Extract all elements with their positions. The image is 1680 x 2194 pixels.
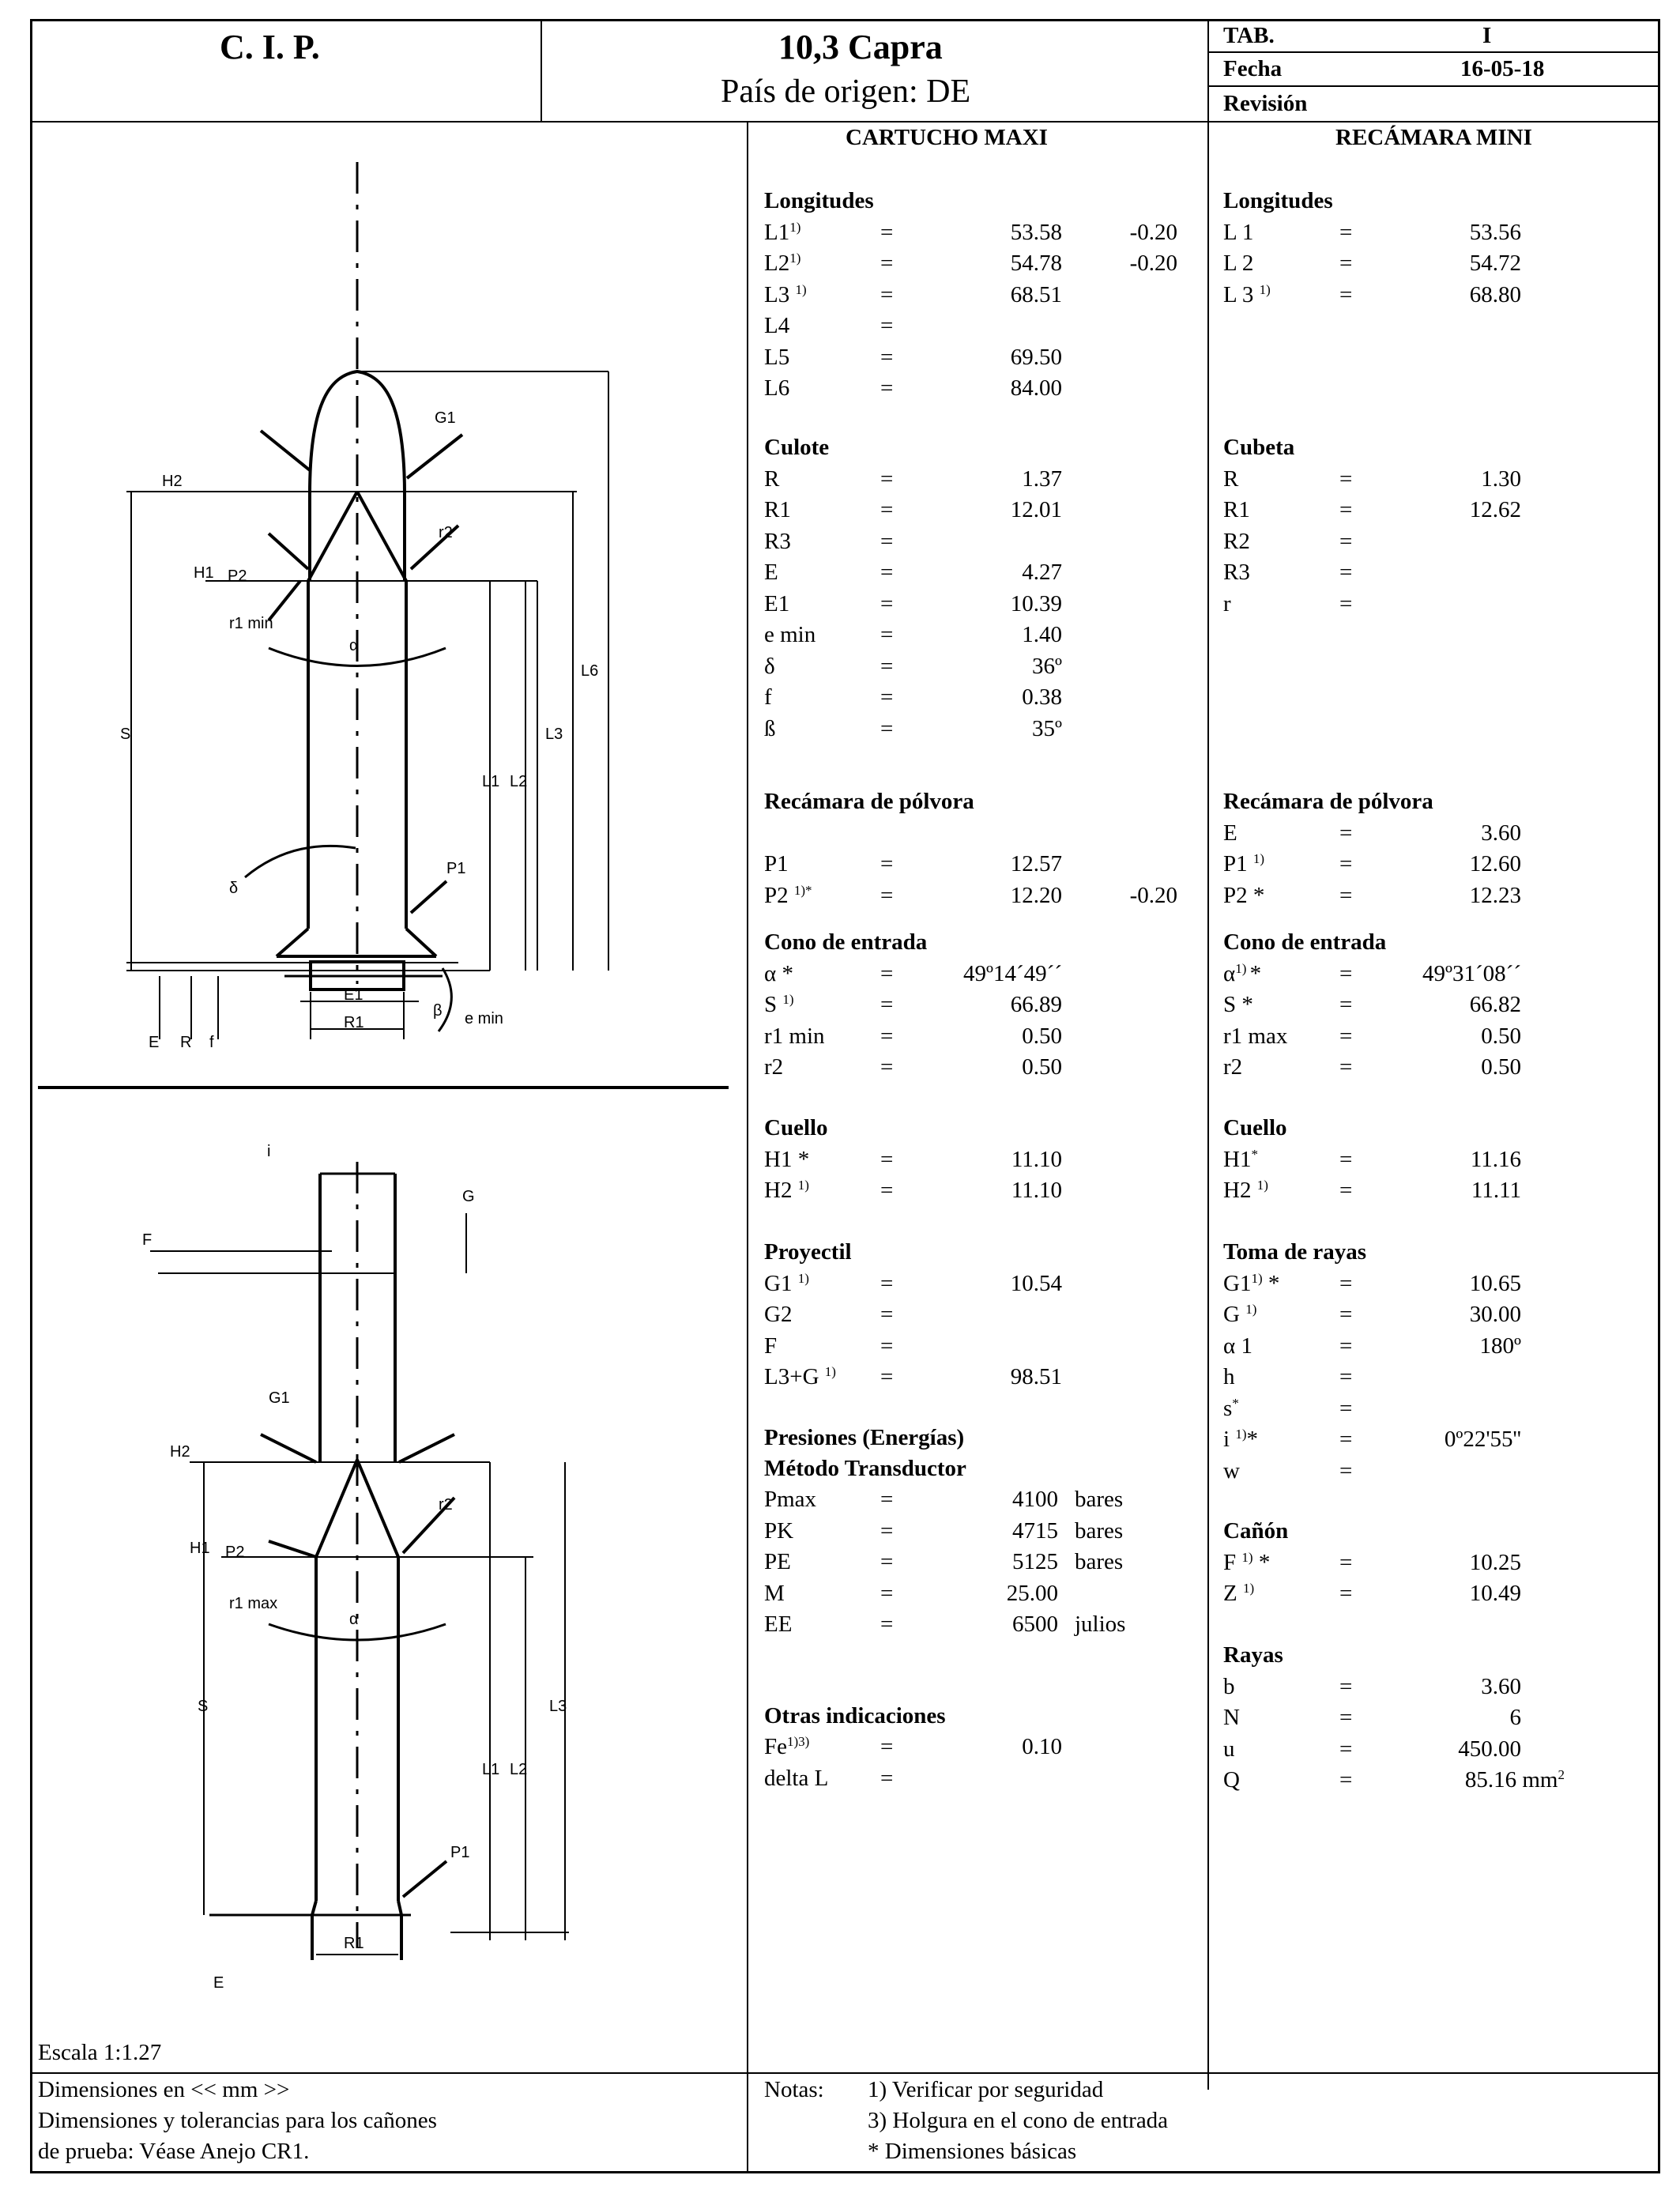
- label-l6: L6: [581, 662, 599, 680]
- equals-sign: =: [880, 281, 894, 307]
- section-title: Cañón: [1223, 1518, 1289, 1544]
- equals-sign: =: [1339, 851, 1353, 876]
- spec-value: 85.16 $mm^2$: [1464, 1767, 1565, 1793]
- label-r1-b: R1: [344, 1935, 364, 1952]
- equals-sign: =: [1339, 1581, 1353, 1606]
- section-title: Cono de entrada: [1223, 929, 1387, 955]
- section-title: Longitudes: [1223, 188, 1333, 213]
- equals-sign: =: [880, 1517, 894, 1544]
- spec-value: 53.56: [1469, 219, 1521, 245]
- spec-name: F: [764, 1333, 778, 1359]
- equals-sign: =: [1339, 1549, 1353, 1575]
- equals-sign: =: [1339, 466, 1353, 492]
- spec-value: 12.62: [1469, 497, 1521, 522]
- label-alpha-b: α: [349, 1611, 359, 1628]
- spec-name: u: [1223, 1736, 1235, 1762]
- label-p1: P1: [446, 860, 466, 877]
- pressure-value: 25.00: [1006, 1580, 1058, 1606]
- spec-value: 180º: [1479, 1333, 1521, 1359]
- tab-label: TAB.: [1223, 23, 1275, 48]
- pressure-unit: julios: [1075, 1612, 1126, 1637]
- spec-name: w: [1223, 1457, 1240, 1483]
- equals-sign: =: [880, 851, 894, 876]
- spec-value: 68.51: [1010, 281, 1062, 307]
- equals-sign: =: [1339, 882, 1353, 908]
- label-h1-b: H1: [190, 1540, 210, 1557]
- spec-value: 69.50: [1010, 344, 1062, 370]
- cartridge-title: CARTUCHO MAXI: [846, 125, 1048, 150]
- spec-name: G $^{1)}$: [1223, 1302, 1257, 1327]
- label-h2-b: H2: [170, 1443, 190, 1461]
- equals-sign: =: [880, 590, 894, 616]
- spec-value: 0.50: [1022, 1054, 1062, 1080]
- spec-value: 10.39: [1010, 590, 1062, 616]
- equals-sign: =: [1339, 1333, 1353, 1359]
- pressure-unit: bares: [1075, 1549, 1124, 1574]
- spec-name: α *: [764, 960, 793, 986]
- dims-line-3: de prueba: Véase Anejo CR1.: [38, 2139, 310, 2164]
- pressure-value: 4715: [1012, 1517, 1058, 1544]
- equals-sign: =: [880, 1580, 894, 1606]
- equals-sign: =: [880, 1765, 894, 1791]
- spec-name: R3: [764, 528, 791, 554]
- spec-value: 3.60: [1481, 820, 1521, 846]
- spec-name: H2 $^{1)}$: [764, 1178, 809, 1203]
- label-s-b: S: [198, 1698, 209, 1715]
- pressure-method: Método Transductor: [764, 1456, 966, 1481]
- equals-sign: =: [880, 1270, 894, 1296]
- label-r2: r2: [439, 524, 453, 541]
- equals-sign: =: [880, 1302, 894, 1327]
- spec-value: 36º: [1032, 653, 1062, 679]
- pressure-value: 6500: [1012, 1612, 1058, 1637]
- label-r2-b: r2: [439, 1496, 453, 1514]
- spec-value: 35º: [1032, 715, 1062, 741]
- label-p2: P2: [228, 567, 247, 585]
- equals-sign: =: [880, 1487, 894, 1512]
- scale-text: Escala 1:1.27: [38, 2040, 162, 2065]
- label-s: S: [120, 726, 131, 743]
- equals-sign: =: [1339, 590, 1353, 616]
- label-g1-b: G1: [269, 1389, 290, 1407]
- spec-name: H2 $^{1)}$: [1223, 1178, 1268, 1203]
- spec-value: 12.20: [1010, 882, 1062, 908]
- pressure-name: M: [764, 1580, 785, 1606]
- spec-value: 1.40: [1022, 622, 1062, 647]
- equals-sign: =: [1339, 1270, 1353, 1296]
- spec-value: 11.11: [1471, 1178, 1521, 1203]
- pressure-name: Pmax: [764, 1487, 817, 1512]
- section-title: Rayas: [1223, 1642, 1283, 1668]
- spec-value: 6: [1509, 1705, 1521, 1730]
- other-title: Otras indicaciones: [764, 1703, 946, 1728]
- equals-sign: =: [1339, 281, 1353, 307]
- spec-name: R1: [1223, 497, 1250, 522]
- equals-sign: =: [880, 1364, 894, 1389]
- spec-name: ß: [764, 715, 776, 741]
- spec-name: S $^{1)}$: [764, 992, 794, 1017]
- section-title: Cuello: [764, 1115, 828, 1140]
- spec-value: 3.60: [1481, 1673, 1521, 1699]
- equals-sign: =: [880, 1023, 894, 1049]
- label-e: E: [149, 1034, 160, 1051]
- equals-sign: =: [880, 560, 894, 585]
- label-alpha: α: [349, 637, 359, 654]
- equals-sign: =: [880, 466, 894, 492]
- pressure-unit: bares: [1075, 1517, 1124, 1544]
- spec-name: r: [1223, 590, 1231, 616]
- section-title: Recámara de pólvora: [764, 789, 974, 814]
- spec-name: H1 *: [764, 1146, 810, 1172]
- other-value: 0.10: [1022, 1734, 1062, 1759]
- spec-value: 49º31´08´´: [1422, 960, 1521, 986]
- label-p2-b: P2: [225, 1544, 245, 1561]
- spec-name: P1: [764, 851, 789, 876]
- label-emin: e min: [465, 1010, 503, 1027]
- equals-sign: =: [1339, 560, 1353, 585]
- spec-name: r2: [1223, 1054, 1243, 1080]
- note-3: 3) Holgura en el cono de entrada: [868, 2108, 1169, 2133]
- equals-sign: =: [880, 1333, 894, 1359]
- spec-name: Z $^{1)}$: [1223, 1581, 1255, 1606]
- technical-drawing: [32, 138, 727, 2035]
- date-label: Fecha: [1223, 56, 1283, 81]
- spec-name: L 2: [1223, 251, 1254, 276]
- spec-name: E: [764, 560, 778, 585]
- spec-name: L6: [764, 375, 790, 401]
- equals-sign: =: [1339, 1767, 1353, 1793]
- spec-name: N: [1223, 1705, 1240, 1730]
- spec-value: 49º14´49´´: [963, 960, 1062, 986]
- equals-sign: =: [880, 882, 894, 908]
- spec-value: 10.25: [1469, 1549, 1521, 1575]
- label-beta: β: [433, 1002, 443, 1020]
- section-title: Cono de entrada: [764, 929, 928, 955]
- spec-value: 12.57: [1010, 851, 1062, 876]
- spec-name: L 1: [1223, 219, 1254, 245]
- pressure-name: EE: [764, 1612, 793, 1637]
- spec-name: L 3 $^{1)}$: [1223, 281, 1271, 307]
- equals-sign: =: [1339, 1302, 1353, 1327]
- equals-sign: =: [880, 251, 894, 276]
- spec-name: R: [764, 466, 780, 492]
- spec-tolerance: -0.20: [1129, 219, 1177, 245]
- spec-name: F $^{1)}$ *: [1223, 1549, 1271, 1575]
- equals-sign: =: [1339, 251, 1353, 276]
- spec-value: 66.89: [1010, 992, 1062, 1017]
- label-delta: δ: [229, 880, 239, 897]
- equals-sign: =: [880, 653, 894, 679]
- label-h2: H2: [162, 473, 183, 490]
- spec-name: S *: [1223, 992, 1253, 1017]
- spec-name: P1 $^{1)}$: [1223, 851, 1265, 876]
- spec-name: E1: [764, 590, 790, 616]
- spec-name: R1: [764, 497, 791, 522]
- spec-tolerance: -0.20: [1129, 882, 1177, 908]
- revision-label: Revisión: [1223, 91, 1308, 116]
- equals-sign: =: [1339, 1427, 1353, 1452]
- dims-line-2: Dimensiones y tolerancias para los cañones: [38, 2108, 437, 2133]
- label-i: i: [267, 1143, 271, 1160]
- label-g: G: [462, 1188, 475, 1205]
- label-l3-b: L3: [549, 1698, 567, 1715]
- spec-name: G1 $^{1)}$: [764, 1270, 809, 1296]
- label-l1-b: L1: [482, 1761, 500, 1778]
- spec-name: α 1: [1223, 1333, 1252, 1359]
- spec-name: R2: [1223, 528, 1250, 554]
- pressure-unit: bares: [1075, 1487, 1124, 1512]
- pressure-value: 4100: [1012, 1487, 1058, 1512]
- spec-value: 10.49: [1469, 1581, 1521, 1606]
- spec-name: H1*: [1223, 1146, 1258, 1172]
- equals-sign: =: [1339, 820, 1353, 846]
- equals-sign: =: [880, 715, 894, 741]
- spec-name: L4: [764, 313, 790, 338]
- section-title: Longitudes: [764, 188, 874, 213]
- label-r: R: [180, 1034, 192, 1051]
- spec-value: 0.38: [1022, 684, 1062, 710]
- spec-name: G2: [764, 1302, 793, 1327]
- spec-name: R: [1223, 466, 1239, 492]
- section-title: Cuello: [1223, 1115, 1287, 1140]
- pressure-name: PE: [764, 1549, 791, 1574]
- spec-value: 30.00: [1469, 1302, 1521, 1327]
- section-title: Toma de rayas: [1223, 1239, 1366, 1265]
- equals-sign: =: [1339, 528, 1353, 554]
- spec-value: 0.50: [1481, 1054, 1521, 1080]
- other-name: $Fe^{1)3)}$: [764, 1734, 810, 1759]
- equals-sign: =: [1339, 1736, 1353, 1762]
- pressure-value: 5125: [1012, 1549, 1058, 1574]
- spec-name: h: [1223, 1364, 1235, 1389]
- equals-sign: =: [880, 344, 894, 370]
- equals-sign: =: [1339, 1705, 1353, 1730]
- equals-sign: =: [880, 1612, 894, 1637]
- spec-value: 54.78: [1010, 251, 1062, 276]
- label-r1min: r1 min: [229, 615, 273, 632]
- section-title: Recámara de pólvora: [1223, 789, 1433, 814]
- spec-value: 98.51: [1010, 1364, 1062, 1389]
- spec-name: G1$^{1)}$ *: [1223, 1270, 1280, 1296]
- spec-value: 11.10: [1011, 1178, 1062, 1203]
- equals-sign: =: [880, 684, 894, 710]
- label-r1: R1: [344, 1014, 364, 1031]
- date-value: 16-05-18: [1460, 56, 1545, 81]
- spec-tolerance: -0.20: [1129, 251, 1177, 276]
- equals-sign: =: [880, 497, 894, 522]
- label-h1: H1: [194, 564, 214, 582]
- equals-sign: =: [880, 1054, 894, 1080]
- equals-sign: =: [1339, 1673, 1353, 1699]
- spec-value: 10.54: [1010, 1270, 1062, 1296]
- equals-sign: =: [1339, 1054, 1353, 1080]
- left-title: C. I. P.: [220, 28, 320, 66]
- spec-value: 54.72: [1469, 251, 1521, 276]
- caliber-title: 10,3 Capra: [778, 28, 943, 66]
- label-p1-b: P1: [450, 1844, 470, 1861]
- equals-sign: =: [1339, 1146, 1353, 1172]
- spec-name: r1 max: [1223, 1023, 1288, 1049]
- label-l2: L2: [510, 773, 528, 790]
- spec-name: i $^{1)}$*: [1223, 1427, 1258, 1452]
- spec-name: L3 $^{1)}$: [764, 281, 807, 307]
- spec-value: 4.27: [1022, 560, 1062, 585]
- pressure-title: Presiones (Energías): [764, 1425, 965, 1450]
- spec-name: L2$^{1)}$: [764, 251, 801, 276]
- equals-sign: =: [880, 528, 894, 554]
- equals-sign: =: [1339, 1395, 1353, 1421]
- equals-sign: =: [880, 1178, 894, 1203]
- spec-value: 12.60: [1469, 851, 1521, 876]
- spec-name: P2 *: [1223, 882, 1265, 908]
- spec-name: $\alpha^{1)}$ *: [1223, 960, 1262, 986]
- spec-name: f: [764, 684, 772, 710]
- spec-name: P2 $^{1)*}$: [764, 882, 812, 908]
- spec-value: 84.00: [1010, 375, 1062, 401]
- origin-text: País de origen: DE: [721, 74, 971, 110]
- equals-sign: =: [1339, 1178, 1353, 1203]
- label-g1: G1: [435, 409, 456, 427]
- equals-sign: =: [880, 1146, 894, 1172]
- label-l3: L3: [545, 726, 563, 743]
- note-1: 1) Verificar por seguridad: [868, 2077, 1104, 2102]
- spec-value: 68.80: [1469, 281, 1521, 307]
- equals-sign: =: [1339, 1364, 1353, 1389]
- equals-sign: =: [1339, 992, 1353, 1017]
- equals-sign: =: [880, 375, 894, 401]
- spec-name: L5: [764, 344, 790, 370]
- equals-sign: =: [1339, 497, 1353, 522]
- spec-value: 0º22'55'': [1444, 1427, 1521, 1452]
- equals-sign: =: [880, 1549, 894, 1574]
- equals-sign: =: [880, 992, 894, 1017]
- label-l2-b: L2: [510, 1761, 528, 1778]
- equals-sign: =: [880, 1734, 894, 1759]
- spec-value: 0.50: [1481, 1023, 1521, 1049]
- spec-name: Q: [1223, 1767, 1240, 1793]
- section-title: Proyectil: [764, 1239, 852, 1265]
- spec-value: 12.23: [1469, 882, 1521, 908]
- spec-name: R3: [1223, 560, 1250, 585]
- spec-value: 10.65: [1469, 1270, 1521, 1296]
- label-l1: L1: [482, 773, 500, 790]
- section-title: Culote: [764, 435, 830, 460]
- spec-name: L1$^{1)}$: [764, 219, 801, 245]
- other-name: delta L: [764, 1765, 829, 1791]
- pressure-name: PK: [764, 1517, 794, 1544]
- notes-label: Notas:: [764, 2077, 824, 2102]
- spec-name: b: [1223, 1673, 1235, 1699]
- spec-value: 11.10: [1011, 1146, 1062, 1172]
- spec-value: 12.01: [1010, 497, 1062, 522]
- dims-line-1: Dimensiones en << mm >>: [38, 2077, 290, 2102]
- spec-name: δ: [764, 653, 775, 679]
- label-fl: F: [142, 1231, 153, 1249]
- equals-sign: =: [1339, 219, 1353, 245]
- spec-value: 450.00: [1458, 1736, 1521, 1762]
- equals-sign: =: [880, 313, 894, 338]
- spec-value: 66.82: [1469, 992, 1521, 1017]
- note-star: * Dimensiones básicas: [868, 2139, 1077, 2164]
- spec-name: r1 min: [764, 1023, 825, 1049]
- spec-name: L3+G $^{1)}$: [764, 1364, 836, 1389]
- label-f: f: [209, 1034, 214, 1051]
- label-e-b: E: [213, 1974, 224, 1992]
- equals-sign: =: [1339, 1023, 1353, 1049]
- spec-value: 1.37: [1022, 466, 1062, 492]
- label-e1: E1: [344, 986, 363, 1004]
- tab-value: I: [1482, 23, 1492, 48]
- equals-sign: =: [1339, 1457, 1353, 1483]
- spec-name: E: [1223, 820, 1237, 846]
- spec-value: 0.50: [1022, 1023, 1062, 1049]
- equals-sign: =: [1339, 960, 1353, 986]
- spec-name: e min: [764, 622, 816, 647]
- spec-value: 11.16: [1470, 1146, 1521, 1172]
- spec-value: 1.30: [1481, 466, 1521, 492]
- equals-sign: =: [880, 622, 894, 647]
- spec-name: s*: [1223, 1395, 1239, 1421]
- equals-sign: =: [880, 960, 894, 986]
- spec-value: 53.58: [1010, 219, 1062, 245]
- section-title: Cubeta: [1223, 435, 1295, 460]
- equals-sign: =: [880, 219, 894, 245]
- spec-name: r2: [764, 1054, 784, 1080]
- label-r1max: r1 max: [229, 1595, 278, 1612]
- chamber-title: RECÁMARA MINI: [1335, 125, 1532, 150]
